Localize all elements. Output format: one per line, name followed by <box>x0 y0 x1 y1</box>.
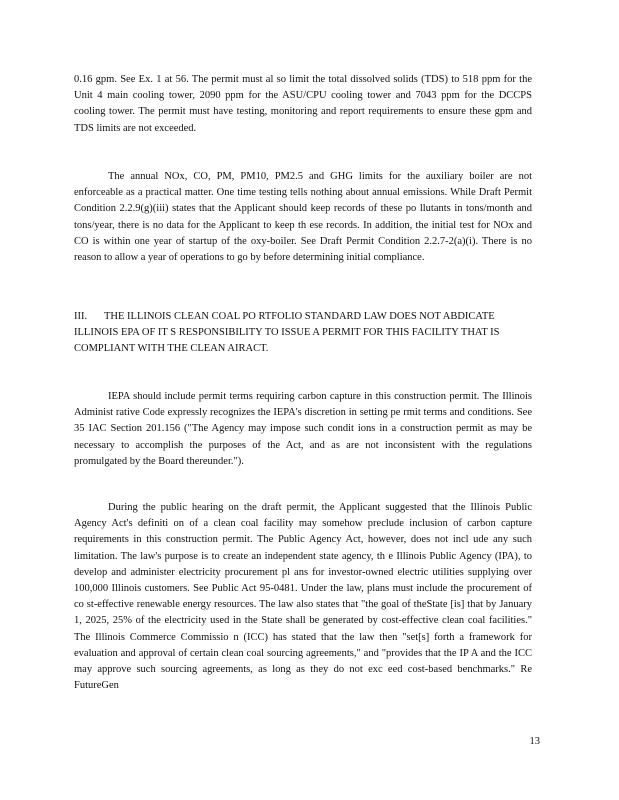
section-number: III. <box>74 311 88 322</box>
section-heading-iii <box>74 309 532 358</box>
paragraph-public-agency-act: During the public hearing on the draft permit, the Applicant suggested that the Illinois Public Agency Act's definiti on of a clean coal facility may somehow preclude inclusion of carbon capture requirements in this construction permit. The Public Agency Act, however, does not incl ude any such limitation. The law's purpose is to create an independent state agency, th e Illinois Public Agency (IPA), to develop and administer electricity procurement pl ans for investor-owned electric utilities supplying over 100,000 Illinois customers. See Public Act 95-0481. Under the law, plans must include the procurement of co st-effective renewable energy resources. The law also states that "the goal of theState [is] that by January 1, 2025, 25% of the electricity used in the State shall be generated by cost-effective clean coal facilities." The Illinois Commerce Commissio n (ICC) has stated that the law then "set[s] forth a framework for evaluation and approval of certain clean coal sourcing agreements," and "provides that the IP A and the ICC may approve such sourcing agreements, as long as they do not exc eed cost-based benchmarks." Re FutureGen <box>74 502 532 692</box>
paragraph-carbon-capture-terms: IEPA should include permit terms requiring carbon capture in this construction permit. The Illinois Administ rative Code expressly recognizes the IEPA's discretion in setting pe rmit terms and conditions. See 35 IAC Section 201.156 ("The Agency may impose such condit ions in a construction permit as may be necessary to accomplish the purposes of the Act, and as are not inconsistent with the regulations promulgated by the Board thereunder."). <box>74 391 532 467</box>
page-number: 13 <box>529 736 540 747</box>
section-title: THE ILLINOIS CLEAN COAL PO RTFOLIO STANDARD LAW DOES NOT ABDICATE ILLINOIS EPA OF IT S RESPONSIBILITY TO ISSUE A PERMIT FOR THIS FACILITY THAT IS COMPLIANT WITH THE CLEAN AIRACT. <box>74 311 500 355</box>
paragraph-auxiliary-boiler-limits: The annual NOx, CO, PM, PM10, PM2.5 and GHG limits for the auxiliary boiler are not enforceable as a practical matter. One time testing tells nothing about annual emissions. While Draft Permit Condition 2.2.9(g)(iii) states that the Applicant should keep records of these po llutants in tons/month and tons/year, there is no data for the Applicant to keep th ese records. In addition, the initial test for NOx and CO is within one year of startup of the oxy-boiler. See Draft Permit Condition 2.2.7-2(a)(i). There is no reason to allow a year of operations to go by before determining initial compliance. <box>74 171 532 264</box>
paragraph-tds-limits: 0.16 gpm. See Ex. 1 at 56. The permit must al so limit the total dissolved solids (TDS) to 518 ppm for the Unit 4 main cooling tower, 2090 ppm for the ASU/CPU cooling tower and 7043 ppm for the DCCPS cooling tower. The permit must have testing, monitoring and report requirements to ensure these gpm and TDS limits are not exceeded. <box>74 74 532 134</box>
